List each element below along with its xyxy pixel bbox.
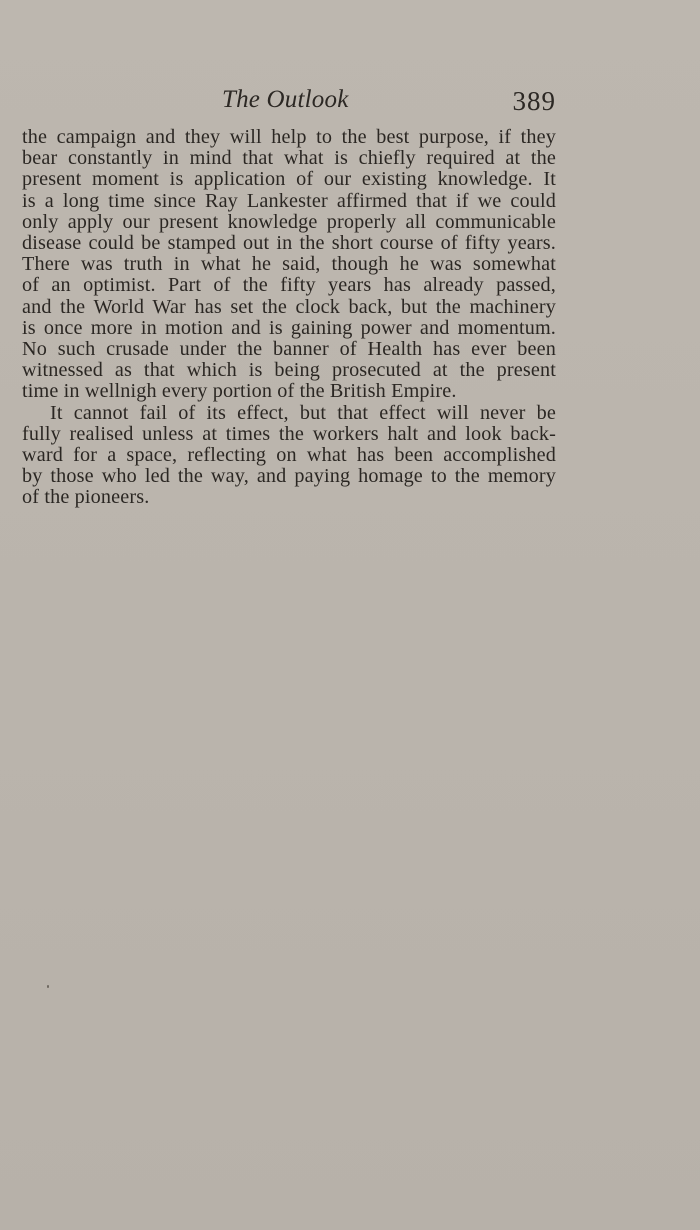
text-line: disease could be stamped out in the short course of fifty years. xyxy=(22,232,556,255)
text-line: is a long time since Ray Lankester affirmed that if we could xyxy=(22,189,556,212)
text-line: of the pioneers. xyxy=(22,486,150,509)
text-line: by those who led the way, and paying homage to the memory xyxy=(22,465,556,488)
text-line: It cannot fail of its effect, but that effect will never be xyxy=(50,401,556,424)
text-line: There was truth in what he said, though he was somewhat xyxy=(22,253,556,276)
running-title: The Outlook xyxy=(222,86,349,113)
page-number: 389 xyxy=(512,86,556,116)
text-line: witnessed as that which is being prosecuted at the present xyxy=(22,359,556,382)
running-head xyxy=(22,86,556,120)
text-line: bear constantly in mind that what is chiefly required at the xyxy=(22,147,556,170)
text-line: No such crusade under the banner of Health has ever been xyxy=(22,338,556,361)
text-line: and the World War has set the clock back, but the machinery xyxy=(22,295,556,318)
paper-speck xyxy=(47,985,49,988)
text-line: fully realised unless at times the workers halt and look back- xyxy=(22,422,556,445)
text-line: the campaign and they will help to the best purpose, if they xyxy=(22,126,556,148)
text-line: ward for a space, reflecting on what has been accomplished xyxy=(22,444,556,467)
body-text xyxy=(22,127,556,509)
text-line: time in wellnigh every portion of the British Empire. xyxy=(22,380,457,403)
text-line: present moment is application of our existing knowledge. It xyxy=(22,168,556,191)
text-line: is once more in motion and is gaining power and momentum. xyxy=(22,316,556,339)
paragraph-2 xyxy=(22,403,556,509)
text-line: only apply our present knowledge properly all communicable xyxy=(22,210,556,233)
paragraph-1 xyxy=(22,127,556,403)
text-line: of an optimist. Part of the fifty years has already passed, xyxy=(22,274,556,297)
